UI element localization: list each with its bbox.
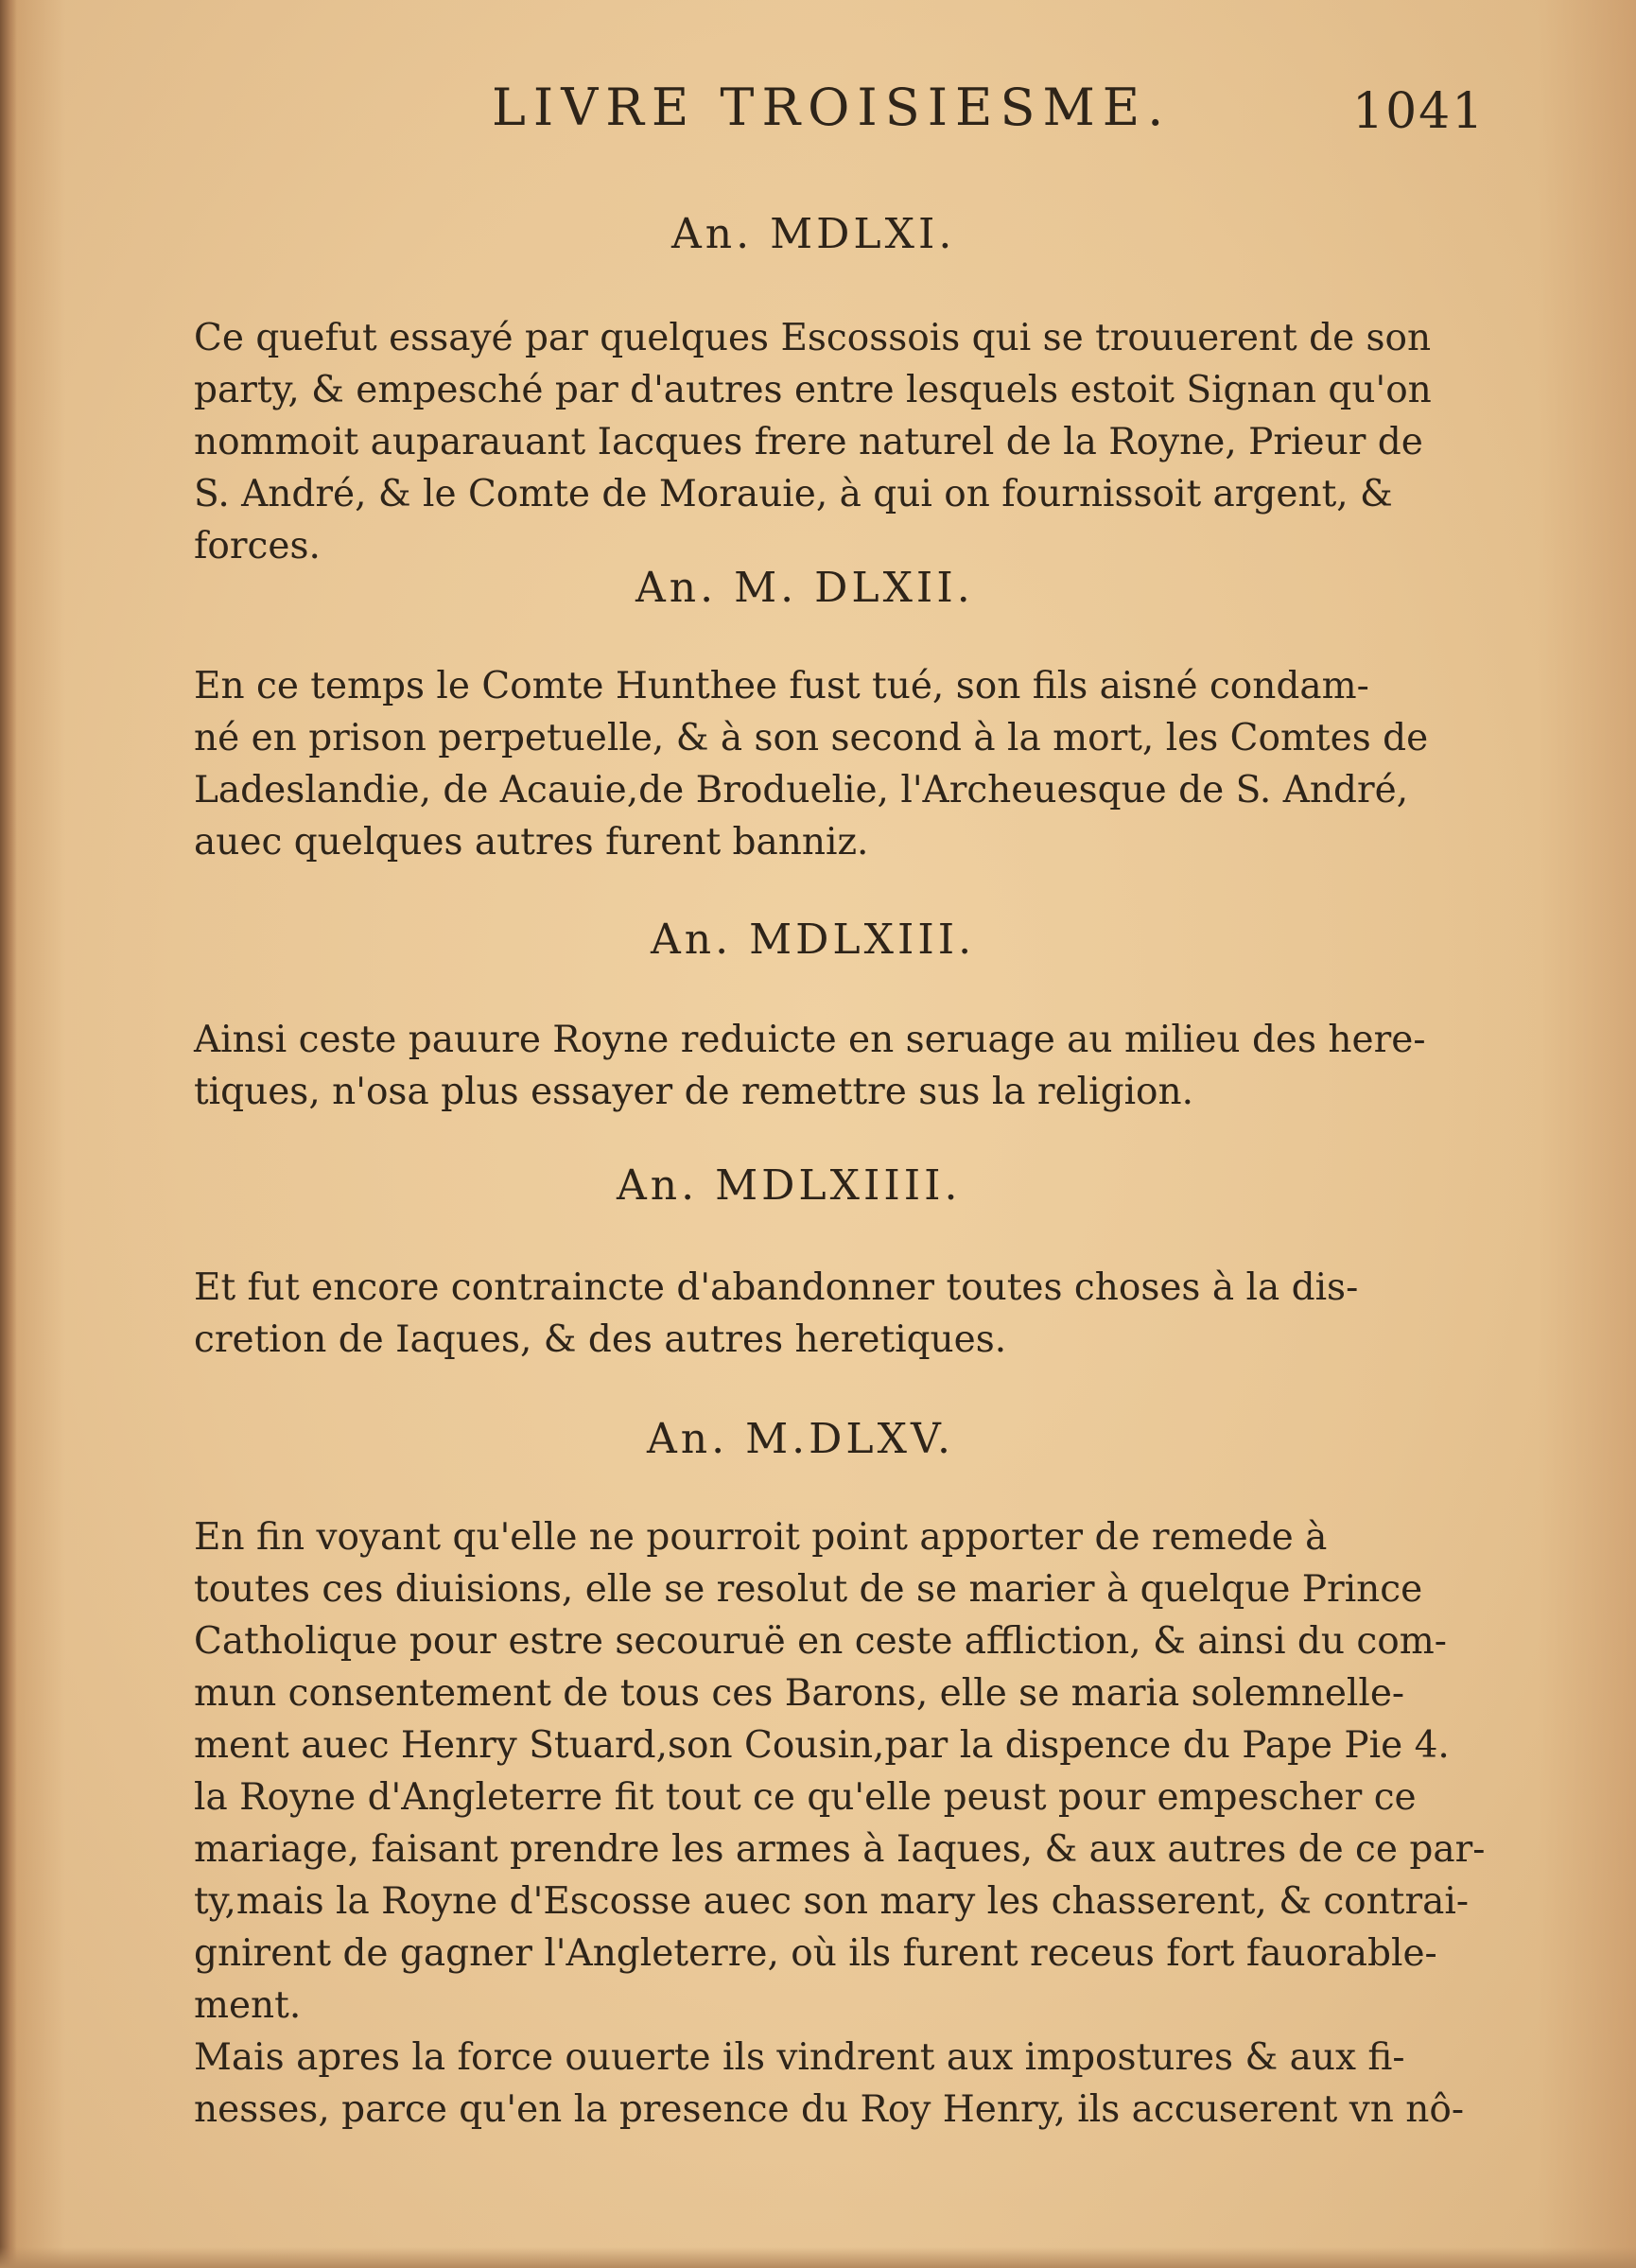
text-line: En fin voyant qu'elle ne pourroit point apporter de remede à: [194, 1516, 1328, 1559]
running-title: LIVRE TROISIESME.: [492, 78, 1172, 137]
text-line: la Royne d'Angleterre fit tout ce qu'elle peust pour empescher ce: [194, 1776, 1417, 1819]
paragraph: [194, 1262, 1442, 1366]
year-heading: An. MDLXIIII.: [617, 1161, 962, 1210]
paragraph: [194, 312, 1442, 572]
text-line: mariage, faisant prendre les armes à Iaques, & aux autres de ce par-: [194, 1828, 1486, 1871]
text-line: nommoit auparauant Iacques frere naturel de la Royne, Prieur de: [194, 421, 1423, 463]
paragraph: [194, 1511, 1486, 2136]
text-line: toutes ces diuisions, elle se resolut de se marier à quelque Prince: [194, 1568, 1423, 1611]
text-line: Catholique pour estre secouruë en ceste affliction, & ainsi du com-: [194, 1620, 1447, 1663]
year-heading: An. MDLXIII.: [651, 916, 976, 964]
text-line: ty,mais la Royne d'Escosse auec son mary les chasserent, & contrai-: [194, 1880, 1469, 1923]
year-heading: An. MDLXI.: [671, 210, 956, 258]
year-heading: An. M.DLXV.: [647, 1415, 955, 1463]
text-line: mun consentement de tous ces Barons, elle se maria solemnelle-: [194, 1672, 1405, 1715]
paragraph: [194, 1014, 1442, 1118]
text-line: Mais apres la force ouuerte ils vindrent aux impostures & aux fi-: [194, 2036, 1405, 2079]
text-line: cretion de Iaques, & des autres heretiques.: [194, 1318, 1007, 1361]
text-line: tiques, n'osa plus essayer de remettre sus la religion.: [194, 1071, 1194, 1113]
text-line: né en prison perpetuelle, & à son second à la mort, les Comtes de: [194, 717, 1429, 759]
text-line: Ainsi ceste pauure Royne reduicte en seruage au milieu des here-: [194, 1019, 1426, 1061]
page-bottom-shadow: [0, 2247, 1636, 2268]
text-line: gnirent de gagner l'Angleterre, où ils furent receus fort fauorable-: [194, 1932, 1437, 1975]
text-line: nesses, parce qu'en la presence du Roy Henry, ils accuserent vn nô-: [194, 2088, 1465, 2131]
year-heading: An. M. DLXII.: [635, 564, 974, 612]
text-line: S. André, & le Comte de Morauie, à qui on fournissoit argent, &: [194, 473, 1393, 515]
page-gutter-shadow: [0, 0, 17, 2268]
text-line: auec quelques autres furent banniz.: [194, 821, 869, 864]
text-line: ment auec Henry Stuard,son Cousin,par la dispence du Pape Pie 4.: [194, 1724, 1450, 1767]
page-number: 1041: [1352, 83, 1486, 140]
text-line: forces.: [194, 525, 321, 567]
text-line: ment.: [194, 1984, 302, 2027]
text-line: Ce quefut essayé par quelques Escossois qui se trouuerent de son: [194, 317, 1432, 359]
text-line: party, & empesché par d'autres entre lesquels estoit Signan qu'on: [194, 369, 1432, 411]
text-line: Et fut encore contraincte d'abandonner toutes choses à la dis-: [194, 1266, 1359, 1309]
paragraph: [194, 660, 1442, 868]
text-line: En ce temps le Comte Hunthee fust tué, son fils aisné condam-: [194, 665, 1369, 707]
text-line: Ladeslandie, de Acauie,de Broduelie, l'Archeuesque de S. André,: [194, 769, 1409, 811]
